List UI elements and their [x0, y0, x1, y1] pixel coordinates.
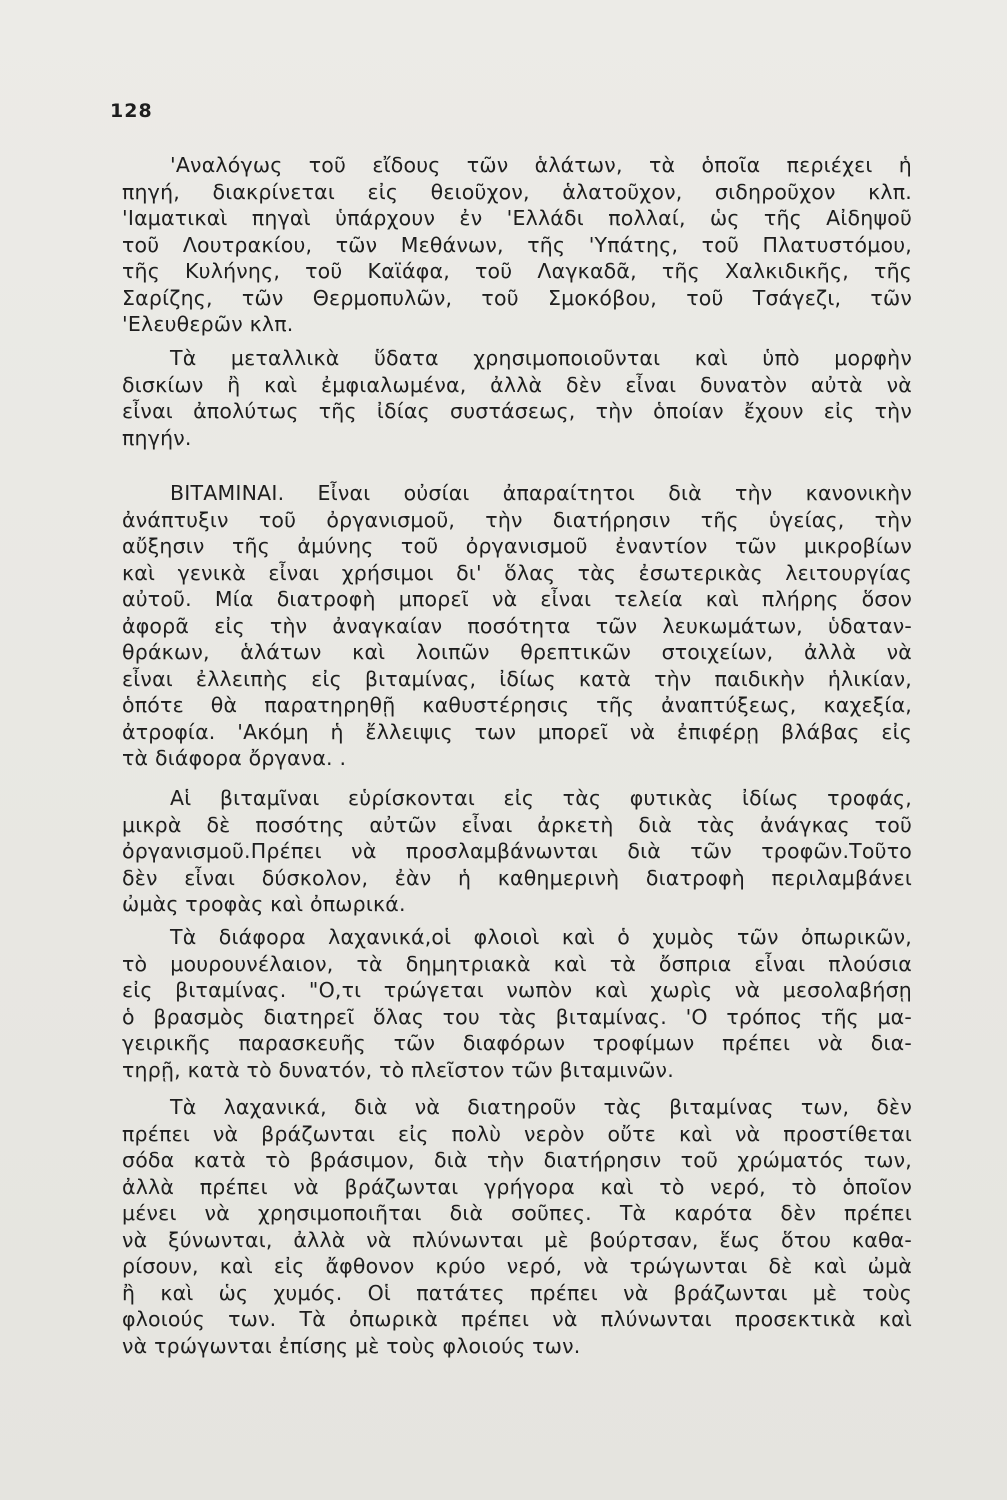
text-line: Τὰ μεταλλικὰ ὕδατα χρησιμοποιοῦνται καὶ ὑπὸ μορφὴν [170, 346, 912, 370]
text-line: φλοιούς των. Τὰ ὀπωρικὰ πρέπει νὰ πλύνωνται προσεκτικὰ καὶ [122, 1307, 912, 1331]
text-line: νὰ τρώγωνται ἐπίσης μὲ τοὺς φλοιούς των. [122, 1333, 581, 1358]
page-number: 128 [110, 100, 153, 122]
text-line: ρίσουν, καὶ εἰς ἄφθονον κρύο νερό, νὰ τρώγωνται δὲ καὶ ὠμὰ [122, 1254, 912, 1278]
text-line: 'Αναλόγως τοῦ εἴδους τῶν ἁλάτων, τὰ ὁποῖα περιέχει ἡ [170, 153, 912, 177]
text-line: πηγή, διακρίνεται εἰς θειοῦχον, ἁλατοῦχον, σιδηροῦχον κλπ. [122, 179, 912, 204]
text-line: Τὰ διάφορα λαχανικά,οἱ φλοιοὶ καὶ ὁ χυμὸς τῶν ὀπωρικῶν, [170, 925, 912, 949]
text-line: μένει νὰ χρησιμοποιῆται διὰ σοῦπες. Τὰ καρότα δὲν πρέπει [122, 1201, 912, 1225]
text-line: καὶ γενικὰ εἶναι χρήσιμοι δι' ὅλας τὰς ἐσωτερικὰς λειτουργίας [122, 560, 912, 585]
paragraph-cooking-vegetables [122, 1094, 912, 1359]
text-line: θράκων, ἁλάτων καὶ λοιπῶν θρεπτικῶν στοιχείων, ἀλλὰ νὰ [122, 640, 912, 664]
text-line: τὸ μουρουνέλαιον, τὰ δημητριακὰ καὶ τὰ ὄσπρια εἶναι πλούσια [122, 951, 912, 976]
text-line: τοῦ Λουτρακίου, τῶν Μεθάνων, τῆς 'Υπάτης, τοῦ Πλατυστόμου, [122, 232, 912, 257]
text-line: γειρικῆς παρασκευῆς τῶν διαφόρων τροφίμων πρέπει νὰ δια- [122, 1031, 912, 1055]
text-line: εἶναι ἀπολύτως τῆς ἰδίας συστάσεως, τὴν ὁποίαν ἔχουν εἰς τὴν [122, 399, 912, 423]
text-line: δὲν εἶναι δύσκολον, ἐὰν ἡ καθημερινὴ διατροφὴ περιλαμβάνει [122, 865, 912, 890]
paragraph-mineral-waters [122, 345, 912, 451]
text-line: ὀργανισμοῦ.Πρέπει νὰ προσλαμβάνωνται διὰ τῶν τροφῶν.Τοῦτο [122, 839, 912, 863]
text-line: Σαρίζης, τῶν Θερμοπυλῶν, τοῦ Σμοκόβου, τοῦ Τσάγεζι, τῶν [122, 285, 912, 310]
text-line: ἢ καὶ ὡς χυμός. Οἱ πατάτες πρέπει νὰ βράζωνται μὲ τοὺς [122, 1280, 912, 1305]
text-line: μικρὰ δὲ ποσότης αὐτῶν εἶναι ἀρκετὴ διὰ τὰς ἀνάγκας τοῦ [122, 812, 912, 837]
text-line: Αἱ βιταμῖναι εὑρίσκονται εἰς τὰς φυτικὰς ἰδίως τροφάς, [170, 786, 912, 810]
text-line: εἶναι ἐλλειπὴς εἰς βιταμίνας, ἰδίως κατὰ τὴν παιδικὴν ἡλικίαν, [122, 666, 912, 691]
text-line: ἀνάπτυξιν τοῦ ὀργανισμοῦ, τὴν διατήρησιν τῆς ὑγείας, τὴν [122, 507, 912, 532]
paragraph-vegetables-vitamins [122, 924, 912, 1083]
text-line: Τὰ λαχανικά, διὰ νὰ διατηροῦν τὰς βιταμίνας των, δὲν [170, 1095, 912, 1119]
text-line: τηρῇ, κατὰ τὸ δυνατόν, τὸ πλεῖστον τῶν βιταμινῶν. [122, 1057, 674, 1082]
paragraph-springs [122, 152, 912, 338]
text-line: πηγήν. [122, 425, 192, 450]
text-line: ἀτροφία. 'Ακόμη ἡ ἔλλειψις των μπορεῖ νὰ ἐπιφέρῃ βλάβας εἰς [122, 719, 912, 744]
text-line: δισκίων ἢ καὶ ἐμφιαλωμένα, ἀλλὰ δὲν εἶναι δυνατὸν αὐτὰ νὰ [122, 372, 912, 397]
paragraph-vitamin-sources [122, 785, 912, 918]
text-line: ἀλλὰ πρέπει νὰ βράζωνται γρήγορα καὶ τὸ νερό, τὸ ὁποῖον [122, 1174, 912, 1199]
text-line: τῆς Κυλήνης, τοῦ Καϊάφα, τοῦ Λαγκαδᾶ, τῆς Χαλκιδικῆς, τῆς [122, 259, 912, 283]
text-line: νὰ ξύνωνται, ἀλλὰ νὰ πλύνωνται μὲ βούρτσαν, ἕως ὅτου καθα- [122, 1227, 912, 1252]
text-line: ὁ βρασμὸς διατηρεῖ ὅλας του τὰς βιταμίνας. 'Ο τρόπος τῆς μα- [122, 1004, 912, 1029]
paragraph-vitamins [122, 480, 912, 772]
text-line: πρέπει νὰ βράζωνται εἰς πολὺ νερὸν οὔτε καὶ νὰ προστίθεται [122, 1121, 912, 1146]
text-line: τὰ διάφορα ὄργανα. . [122, 746, 347, 770]
text-line: ὠμὰς τροφὰς καὶ ὀπωρικά. [122, 892, 406, 916]
text-line: 'Ελευθερῶν κλπ. [122, 312, 294, 336]
text-line: αὐτοῦ. Μία διατροφὴ μπορεῖ νὰ εἶναι τελεία καὶ πλήρης ὅσον [122, 587, 912, 611]
text-line: αὔξησιν τῆς ἀμύνης τοῦ ὀργανισμοῦ ἐναντίον τῶν μικροβίων [122, 534, 912, 558]
text-line: σόδα κατὰ τὸ βράσιμον, διὰ τὴν διατήρησιν τοῦ χρώματός των, [122, 1148, 912, 1172]
text-line: ἀφορᾶ εἰς τὴν ἀναγκαίαν ποσότητα τῶν λευκωμάτων, ὑδαταν- [122, 613, 912, 638]
text-line: εἰς βιταμίνας. "Ο,τι τρώγεται νωπὸν καὶ χωρὶς νὰ μεσολαβήσῃ [122, 978, 912, 1002]
text-line: ὁπότε θὰ παρατηρηθῇ καθυστέρησις τῆς ἀναπτύξεως, καχεξία, [122, 693, 912, 717]
text-line: ΒΙΤΑΜΙΝΑΙ. Εἶναι οὐσίαι ἀπαραίτητοι διὰ τὴν κανονικὴν [170, 481, 912, 505]
text-line: 'Ιαματικαὶ πηγαὶ ὑπάρχουν ἐν 'Ελλάδι πολλαί, ὡς τῆς Αἰδηψοῦ [122, 206, 912, 230]
